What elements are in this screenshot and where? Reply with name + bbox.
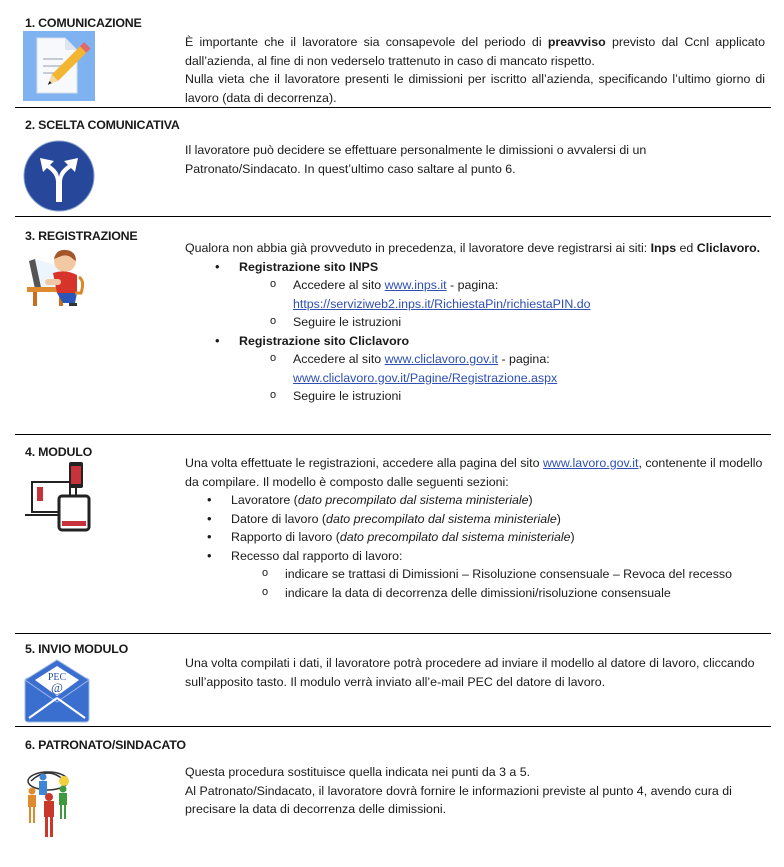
section-title: 2. SCELTA COMUNICATIVA — [25, 118, 180, 132]
cliclavoro-registration-link[interactable]: www.cliclavoro.gov.it/Pagine/Registrazione.aspx — [293, 370, 558, 385]
list-item: • Registrazione sito INPS o Accedere al sito www.inps.it - pagina: https://serviziweb2.inps.it/RichiestaPin/richiestaPIN.do o Seguire le istruzioni — [185, 258, 765, 332]
document-pencil-icon — [23, 31, 95, 101]
section-title: 3. REGISTRAZIONE — [25, 229, 138, 243]
svg-text:PEC: PEC — [47, 672, 67, 683]
list-item: o Seguire le istruzioni — [239, 387, 765, 406]
section-body: Il lavoratore può decidere se effettuare personalmente le dimissioni o avvalersi di un Patronato/Sindacato. In quest’ultimo caso saltare al punto 6. — [185, 143, 647, 176]
multi-device-icon — [23, 460, 91, 532]
list-item: • Recesso dal rapporto di lavoro: o indicare se trattasi di Dimissioni – Risoluzione consensuale – Revoca del recesso o indicare la data di decorrenza delle dimissioni/risoluzione consensuale — [177, 547, 765, 603]
section-modulo — [15, 435, 771, 633]
section-invio-modulo — [15, 634, 771, 726]
keyword-preavviso: preavviso — [547, 35, 606, 49]
people-network-icon — [23, 767, 73, 839]
person-at-computer-icon — [23, 247, 93, 309]
svg-text:@: @ — [51, 680, 63, 695]
list-item: o Seguire le istruzioni — [239, 313, 765, 332]
fork-direction-sign-icon — [23, 140, 95, 212]
section-title: 6. PATRONATO/SINDACATO — [25, 738, 186, 752]
section-title: 5. INVIO MODULO — [25, 642, 129, 656]
module-sections-list — [177, 491, 765, 602]
list-item: • Datore di lavoro (dato precompilato dal sistema ministeriale) — [177, 510, 765, 529]
section-body: Questa procedura sostituisce quella indicata nei punti da 3 a 5. Al Patronato/Sindacato, il lavoratore dovrà fornire le informazioni previste al punto 4, avendo cura di precisare la data di decorrenza delle dimissioni. — [185, 765, 732, 816]
registration-list — [185, 258, 765, 406]
list-item: • Rapporto di lavoro (dato precompilato dal sistema ministeriale) — [177, 528, 765, 547]
inps-site-link[interactable]: www.inps.it — [384, 278, 447, 292]
section-body: Una volta compilati i dati, il lavoratore potrà procedere ad inviare il modello al datore di lavoro, cliccando sull’apposito tasto. Il modulo verrà inviato all’e-mail PEC del datore di lavoro. — [185, 656, 755, 689]
pec-email-envelope-icon — [23, 658, 91, 724]
lavoro-site-link[interactable]: www.lavoro.gov.it — [542, 456, 639, 470]
section-body: È importante che il lavoratore sia consapevole del periodo di preavviso previsto dal Ccnl applicato dall’azienda, al fine di non vederselo trattenuto in caso di mancato rispetto. Nulla vieta che il lavoratore presenti le dimissioni per iscritto all’azienda, specificando l’ultimo giorno di lavoro (data di decorrenza). — [185, 35, 765, 105]
section-body: Una volta effettuate le registrazioni, accedere alla pagina del sito www.lavoro.gov.it, contenente il modello da compilare. Il modello è composto dalle seguenti sezioni: • Lavoratore (dato precompilato dal sistema ministeriale) • Datore di lavoro (dato precompilato dal sistema ministeriale) • Rapporto di lavoro (dato precompilato dal sistema ministeriale) • Recesso dal rapporto di lavoro: o indicare se trattasi di Dimissioni – Risoluzione consensuale – Revoca del recesso o indicare la data di decorrenza delle dimissioni/risoluzione consensuale — [185, 454, 765, 602]
section-title: 1. COMUNICAZIONE — [25, 16, 142, 30]
cliclavoro-site-link[interactable]: www.cliclavoro.gov.it — [384, 352, 498, 366]
list-item: • Lavoratore (dato precompilato dal sistema ministeriale) — [177, 491, 765, 510]
list-item: o Accedere al sito www.cliclavoro.gov.it - pagina: www.cliclavoro.gov.it/Pagine/Registrazione.aspx — [239, 350, 765, 387]
list-item: o indicare la data di decorrenza delle dimissioni/risoluzione consensuale — [231, 584, 765, 603]
list-item: • Registrazione sito Cliclavoro o Accedere al sito www.cliclavoro.gov.it - pagina: www.cliclavoro.gov.it/Pagine/Registrazione.aspx o Seguire le istruzioni — [185, 332, 765, 406]
section-title: 4. MODULO — [25, 445, 93, 459]
section-scelta-comunicativa — [15, 108, 771, 216]
inps-pin-page-link[interactable]: https://serviziweb2.inps.it/RichiestaPin/richiestaPIN.do — [293, 296, 591, 311]
section-body: Qualora non abbia già provveduto in precedenza, il lavoratore deve registrarsi ai siti: Inps ed Cliclavoro. • Registrazione sito INPS o Accedere al sito www.inps.it - pagina: https://serviziweb2.inps.it/RichiestaPin/richiestaPIN.do o Seguire le istruzioni • Registrazione sito Cliclavoro o Accedere al sito www.cliclavoro.gov.it - pagina: www.cliclavoro.gov.it/Pagine/Registrazione.aspx o Seguire le istruzioni — [185, 239, 765, 406]
section-comunicazione — [15, 0, 771, 107]
section-patronato-sindacato — [15, 727, 771, 867]
section-registrazione — [15, 217, 771, 434]
list-item: o indicare se trattasi di Dimissioni – Risoluzione consensuale – Revoca del recesso — [231, 565, 765, 584]
list-item: o Accedere al sito www.inps.it - pagina: https://serviziweb2.inps.it/RichiestaPin/richiestaPIN.do — [239, 276, 765, 313]
